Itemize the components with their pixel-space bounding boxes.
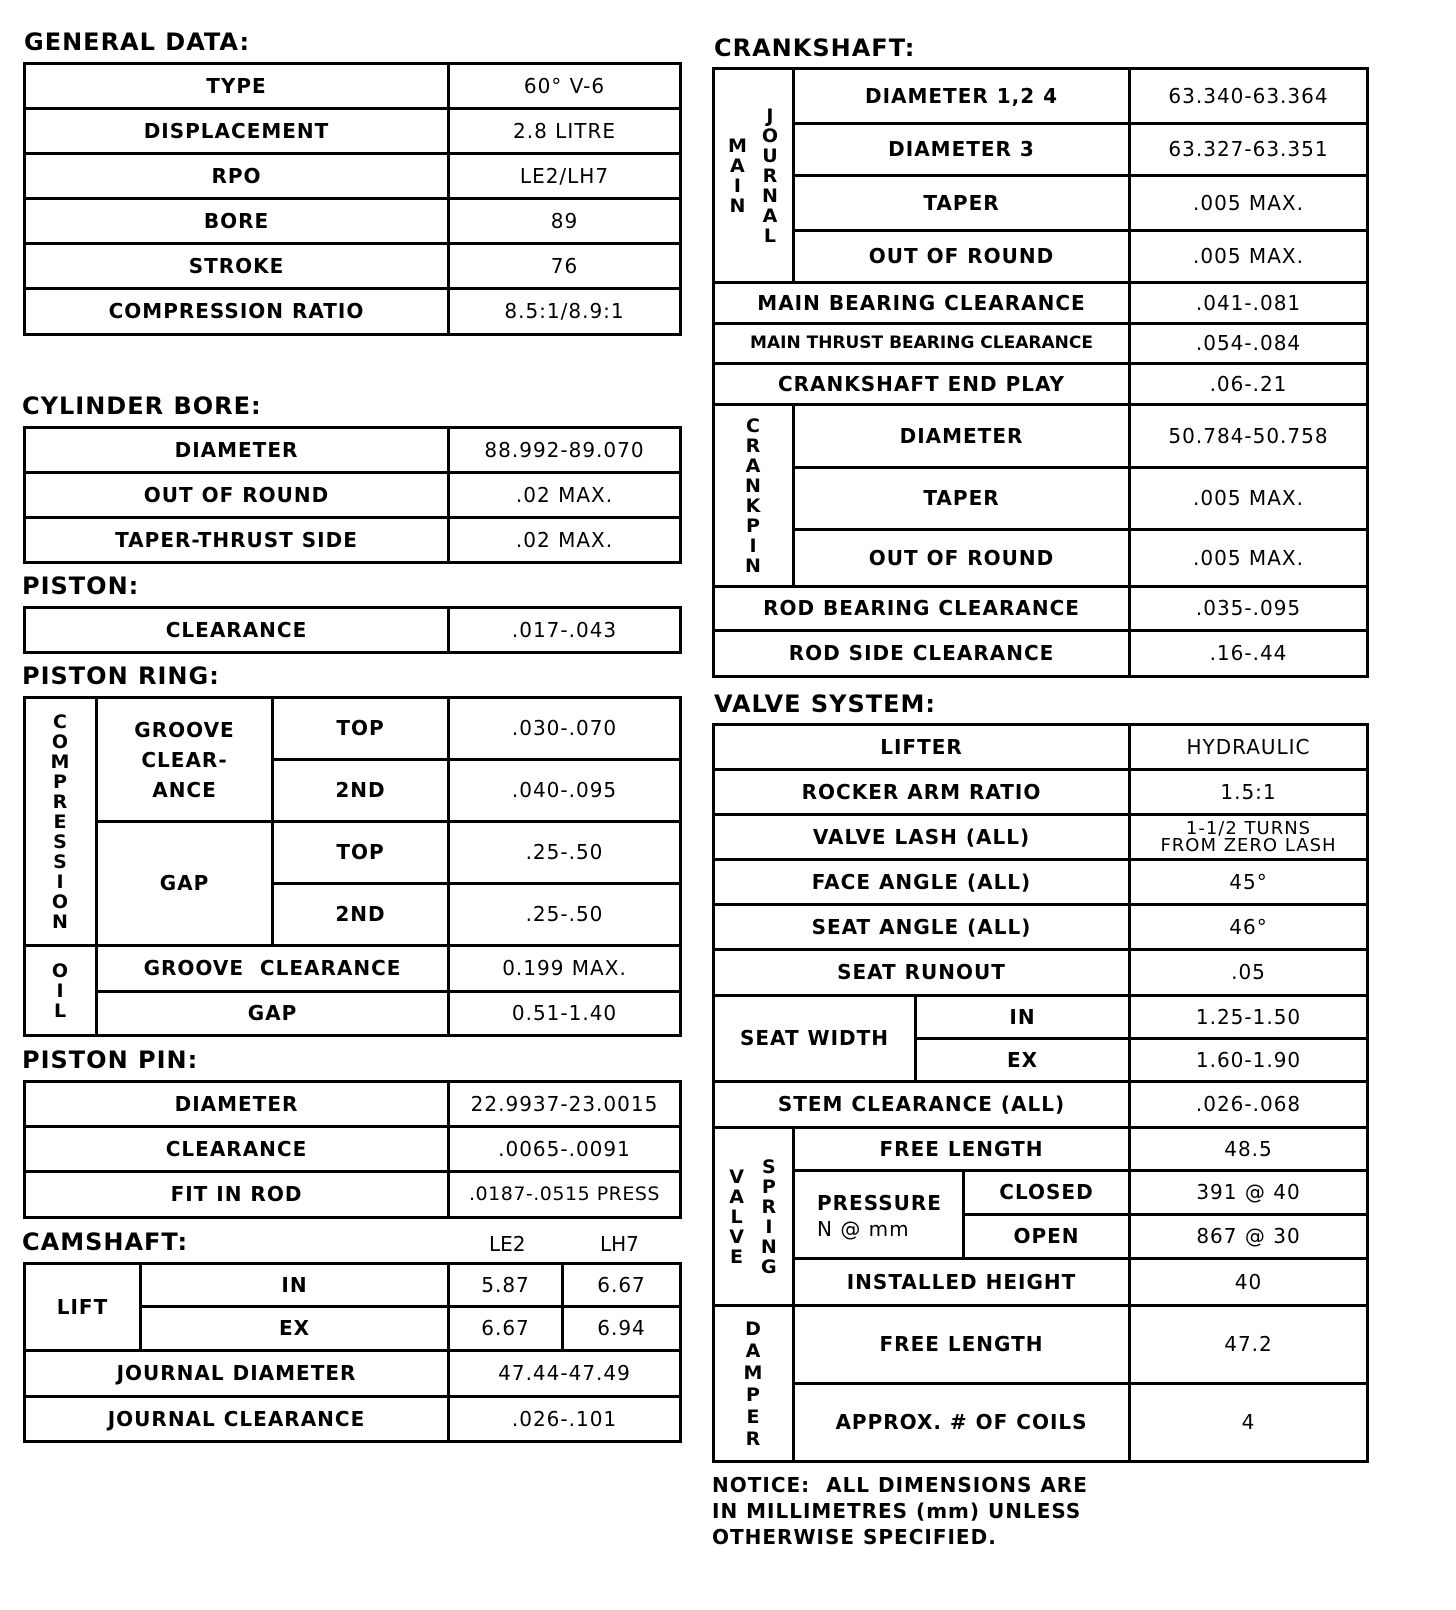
pin-taper-label: TAPER: [794, 468, 1130, 530]
gap-2nd-value: .25-.50: [449, 884, 681, 946]
damper-label-text: D A M P E R: [743, 1317, 764, 1450]
damper-vertical-label: [714, 1306, 794, 1462]
value-bore: 89: [449, 199, 681, 244]
piston-ring-title: PISTON RING:: [22, 662, 220, 690]
lash-label: VALVE LASH (ALL): [714, 815, 1130, 860]
value-fit-in-rod: .0187-.0515 PRESS: [449, 1172, 681, 1218]
rod-bearing-value: .035-.095: [1130, 587, 1368, 631]
lash-value-line2: FROM ZERO LASH: [1160, 835, 1337, 856]
notice-line3: OTHERWISE SPECIFIED.: [712, 1525, 997, 1549]
valve-system-title: VALVE SYSTEM:: [714, 690, 937, 718]
lift-ex-lh7: 6.94: [563, 1307, 681, 1351]
label-stroke: STROKE: [25, 244, 449, 289]
oil-groove-value: 0.199 MAX.: [449, 946, 681, 992]
diameter-124-label: DIAMETER 1,2 4: [794, 69, 1130, 124]
camshaft-title: CAMSHAFT:: [22, 1228, 189, 1256]
main-taper-value: .005 MAX.: [1130, 176, 1368, 231]
value-type: 60° V-6: [449, 64, 681, 109]
compression-vertical-label: [25, 698, 97, 946]
seat-runout-value: .05: [1130, 950, 1368, 996]
piston-table: [23, 606, 682, 654]
lift-ex-label: EX: [141, 1307, 449, 1351]
spring-label-text: S P R I N G: [760, 1155, 778, 1278]
label-rpo: RPO: [25, 154, 449, 199]
pressure-label: [794, 1171, 964, 1259]
main-oor-label: OUT OF ROUND: [794, 231, 1130, 283]
piston-pin-title: PISTON PIN:: [22, 1046, 199, 1074]
value-rpo: LE2/LH7: [449, 154, 681, 199]
lift-label: LIFT: [25, 1264, 141, 1351]
lift-ex-le2: 6.67: [449, 1307, 563, 1351]
diameter-3-value: 63.327-63.351: [1130, 124, 1368, 176]
seat-width-ex-label: EX: [916, 1039, 1130, 1082]
label-bore-diameter: DIAMETER: [25, 428, 449, 473]
lift-in-label: IN: [141, 1264, 449, 1307]
groove-top-value: .030-.070: [449, 698, 681, 760]
value-stroke: 76: [449, 244, 681, 289]
value-compression-ratio: 8.5:1/8.9:1: [449, 289, 681, 335]
oil-label-text: O I L: [51, 959, 70, 1022]
groove-top-label: TOP: [273, 698, 449, 760]
value-pin-clearance: .0065-.0091: [449, 1127, 681, 1172]
damper-free-length-value: 47.2: [1130, 1306, 1368, 1384]
notice-line2: IN MILLIMETRES (mm) UNLESS: [712, 1499, 1082, 1523]
crankshaft-table: [712, 67, 1369, 678]
rocker-label: ROCKER ARM RATIO: [714, 770, 1130, 815]
closed-value: 391 @ 40: [1130, 1171, 1368, 1215]
journal-label-text: J O U R N A L: [761, 104, 780, 247]
thrust-value: .054-.084: [1130, 324, 1368, 364]
label-bore: BORE: [25, 199, 449, 244]
label-compression-ratio: COMPRESSION RATIO: [25, 289, 449, 335]
label-type: TYPE: [25, 64, 449, 109]
main-bearing-value: .041-.081: [1130, 283, 1368, 324]
endplay-label: CRANKSHAFT END PLAY: [714, 364, 1130, 405]
pin-diameter-label: DIAMETER: [794, 405, 1130, 468]
installed-height-label: INSTALLED HEIGHT: [794, 1259, 1130, 1306]
gap-label: GAP: [97, 822, 273, 946]
groove-2nd-label: 2ND: [273, 760, 449, 822]
notice: [712, 1472, 1088, 1550]
coils-label: APPROX. # OF COILS: [794, 1384, 1130, 1462]
label-pin-diameter: DIAMETER: [25, 1082, 449, 1127]
piston-pin-table: [23, 1080, 682, 1219]
piston-title: PISTON:: [22, 572, 140, 600]
label-piston-clearance: CLEARANCE: [25, 608, 449, 653]
closed-label: CLOSED: [964, 1171, 1130, 1215]
gap-top-value: .25-.50: [449, 822, 681, 884]
general-data-table: [23, 62, 682, 336]
valve-system-table: [712, 723, 1369, 1463]
groove-clearance-label: GROOVE CLEAR- ANCE: [97, 698, 273, 822]
seat-width-in-label: IN: [916, 996, 1130, 1039]
valve-label-text: V A L V E: [729, 1165, 745, 1268]
lifter-value: HYDRAULIC: [1130, 725, 1368, 770]
seat-width-in-value: 1.25-1.50: [1130, 996, 1368, 1039]
seat-runout-label: SEAT RUNOUT: [714, 950, 1130, 996]
lift-in-lh7: 6.67: [563, 1264, 681, 1307]
face-angle-label: FACE ANGLE (ALL): [714, 860, 1130, 905]
cylinder-bore-table: [23, 426, 682, 564]
journal-diameter-label: JOURNAL DIAMETER: [25, 1351, 449, 1397]
spring-free-length-value: 48.5: [1130, 1128, 1368, 1171]
main-oor-value: .005 MAX.: [1130, 231, 1368, 283]
oil-vertical-label: [25, 946, 97, 1036]
seat-angle-value: 46°: [1130, 905, 1368, 950]
open-value: 867 @ 30: [1130, 1215, 1368, 1259]
lash-value-line1: 1-1/2 TURNS: [1185, 818, 1312, 839]
crankpin-label-text: C R A N K P I N: [745, 414, 762, 577]
notice-line1: NOTICE: ALL DIMENSIONS ARE: [712, 1473, 1088, 1497]
open-label: OPEN: [964, 1215, 1130, 1259]
lash-value: [1130, 815, 1368, 860]
journal-clearance-value: .026-.101: [449, 1397, 681, 1442]
label-pin-clearance: CLEARANCE: [25, 1127, 449, 1172]
main-taper-label: TAPER: [794, 176, 1130, 231]
general-data-title: GENERAL DATA:: [24, 28, 251, 56]
piston-ring-table: [23, 696, 682, 1037]
lifter-label: LIFTER: [714, 725, 1130, 770]
diameter-124-value: 63.340-63.364: [1130, 69, 1368, 124]
lift-in-le2: 5.87: [449, 1264, 563, 1307]
oil-gap-label: GAP: [97, 992, 449, 1036]
valve-spring-vertical-label: [714, 1128, 794, 1306]
value-pin-diameter: 22.9937-23.0015: [449, 1082, 681, 1127]
pin-oor-value: .005 MAX.: [1130, 530, 1368, 587]
crankshaft-title: CRANKSHAFT:: [714, 34, 916, 62]
label-bore-out-of-round: OUT OF ROUND: [25, 473, 449, 518]
gap-top-label: TOP: [273, 822, 449, 884]
journal-clearance-label: JOURNAL CLEARANCE: [25, 1397, 449, 1442]
value-bore-diameter: 88.992-89.070: [449, 428, 681, 473]
rod-side-label: ROD SIDE CLEARANCE: [714, 631, 1130, 677]
label-displacement: DISPLACEMENT: [25, 109, 449, 154]
spring-free-length-label: FREE LENGTH: [794, 1128, 1130, 1171]
gap-2nd-label: 2ND: [273, 884, 449, 946]
value-displacement: 2.8 LITRE: [449, 109, 681, 154]
pressure-label-line2: N @ mm: [817, 1216, 910, 1241]
pin-diameter-value: 50.784-50.758: [1130, 405, 1368, 468]
rocker-value: 1.5:1: [1130, 770, 1368, 815]
installed-height-value: 40: [1130, 1259, 1368, 1306]
journal-diameter-value: 47.44-47.49: [449, 1351, 681, 1397]
main-bearing-label: MAIN BEARING CLEARANCE: [714, 283, 1130, 324]
main-label-text: M A I N: [727, 134, 748, 217]
rod-bearing-label: ROD BEARING CLEARANCE: [714, 587, 1130, 631]
oil-gap-value: 0.51-1.40: [449, 992, 681, 1036]
groove-2nd-value: .040-.095: [449, 760, 681, 822]
value-piston-clearance: .017-.043: [449, 608, 681, 653]
crankpin-vertical-label: [714, 405, 794, 587]
pin-taper-value: .005 MAX.: [1130, 468, 1368, 530]
cylinder-bore-title: CYLINDER BORE:: [22, 392, 262, 420]
seat-width-label: SEAT WIDTH: [714, 996, 916, 1082]
oil-groove-label: GROOVE CLEARANCE: [97, 946, 449, 992]
stem-clearance-value: .026-.068: [1130, 1082, 1368, 1128]
coils-value: 4: [1130, 1384, 1368, 1462]
seat-angle-label: SEAT ANGLE (ALL): [714, 905, 1130, 950]
value-bore-out-of-round: .02 MAX.: [449, 473, 681, 518]
thrust-label: MAIN THRUST BEARING CLEARANCE: [714, 324, 1130, 364]
pin-oor-label: OUT OF ROUND: [794, 530, 1130, 587]
camshaft-table: [23, 1262, 682, 1443]
pressure-label-line1: PRESSURE: [817, 1190, 942, 1215]
label-fit-in-rod: FIT IN ROD: [25, 1172, 449, 1218]
value-taper-thrust: .02 MAX.: [449, 518, 681, 563]
rod-side-value: .16-.44: [1130, 631, 1368, 677]
damper-free-length-label: FREE LENGTH: [794, 1306, 1130, 1384]
label-taper-thrust: TAPER-THRUST SIDE: [25, 518, 449, 563]
face-angle-value: 45°: [1130, 860, 1368, 905]
compression-label-text: C O M P R E S S I O N: [50, 710, 71, 933]
main-journal-vertical-label: [714, 69, 794, 283]
camshaft-col-lh7: LH7: [600, 1232, 639, 1256]
camshaft-col-le2: LE2: [489, 1232, 526, 1256]
diameter-3-label: DIAMETER 3: [794, 124, 1130, 176]
endplay-value: .06-.21: [1130, 364, 1368, 405]
stem-clearance-label: STEM CLEARANCE (ALL): [714, 1082, 1130, 1128]
seat-width-ex-value: 1.60-1.90: [1130, 1039, 1368, 1082]
